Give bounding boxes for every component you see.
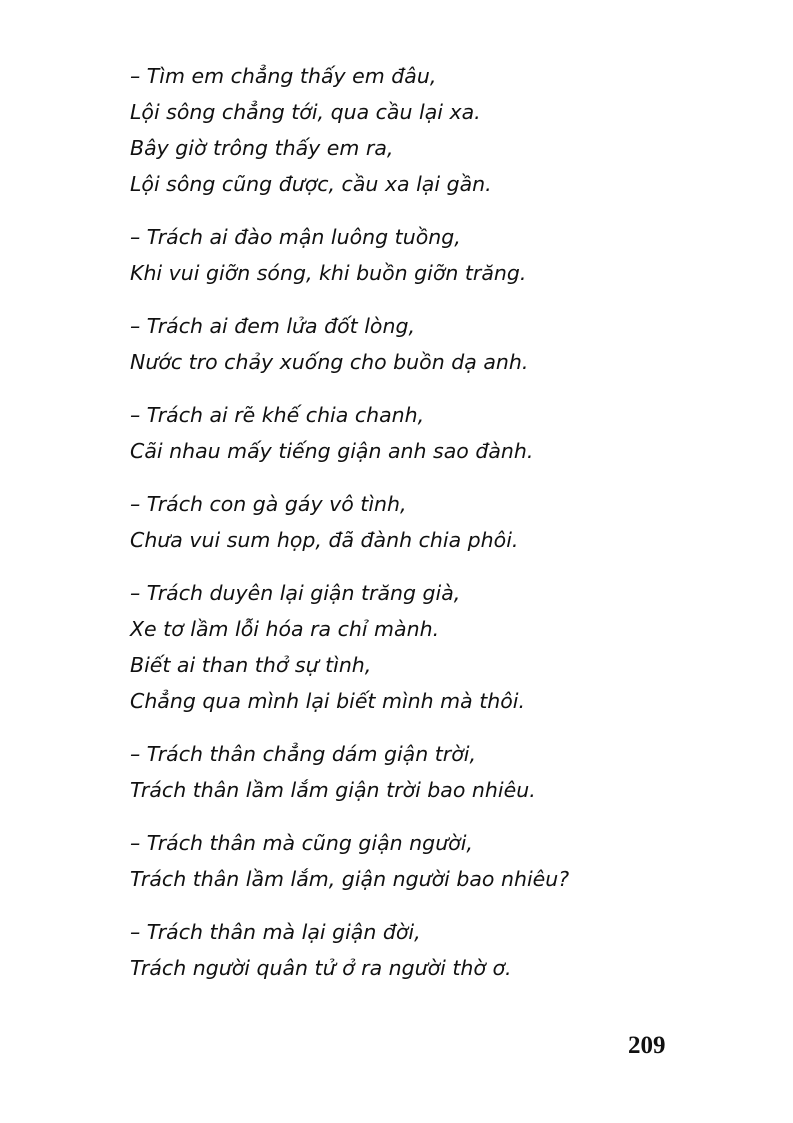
poem-line: – Trách duyên lại giận trăng già, bbox=[130, 581, 461, 605]
poem-line: Bây giờ trông thấy em ra, bbox=[130, 136, 394, 160]
poem-line: Trách thân lầm lắm, giận người bao nhiêu? bbox=[130, 867, 570, 891]
poem-line: – Trách con gà gáy vô tình, bbox=[130, 492, 407, 516]
poem-line: Trách người quân tử ở ra người thờ ơ. bbox=[130, 956, 512, 980]
poem-line: Chưa vui sum họp, đã đành chia phôi. bbox=[130, 528, 519, 552]
poem-line: Cãi nhau mấy tiếng giận anh sao đành. bbox=[130, 439, 534, 463]
stanza bbox=[130, 219, 730, 291]
poem-line: – Trách ai rẽ khế chia chanh, bbox=[130, 403, 425, 427]
poem-line: Biết ai than thở sự tình, bbox=[130, 653, 372, 677]
stanza bbox=[130, 58, 730, 202]
poem-body bbox=[130, 58, 730, 1003]
stanza bbox=[130, 914, 730, 986]
stanza bbox=[130, 575, 730, 719]
poem-line: Khi vui giỡn sóng, khi buồn giỡn trăng. bbox=[130, 261, 527, 285]
poem-line: – Trách ai đào mận luông tuồng, bbox=[130, 225, 461, 249]
poem-line: Chẳng qua mình lại biết mình mà thôi. bbox=[130, 689, 525, 713]
stanza bbox=[130, 486, 730, 558]
poem-line: – Trách ai đem lửa đốt lòng, bbox=[130, 314, 415, 338]
stanza bbox=[130, 308, 730, 380]
page-number: 209 bbox=[628, 1032, 666, 1059]
poem-line: Nước tro chảy xuống cho buồn dạ anh. bbox=[130, 350, 529, 374]
poem-line: – Trách thân chẳng dám giận trời, bbox=[130, 742, 476, 766]
poem-line: – Tìm em chẳng thấy em đâu, bbox=[130, 64, 437, 88]
stanza bbox=[130, 397, 730, 469]
poem-line: – Trách thân mà lại giận đời, bbox=[130, 920, 421, 944]
stanza bbox=[130, 736, 730, 808]
poem-line: Lội sông cũng được, cầu xa lại gần. bbox=[130, 172, 492, 196]
stanza bbox=[130, 825, 730, 897]
poem-line: Trách thân lầm lắm giận trời bao nhiêu. bbox=[130, 778, 536, 802]
poem-line: – Trách thân mà cũng giận người, bbox=[130, 831, 473, 855]
poem-line: Xe tơ lầm lỗi hóa ra chỉ mành. bbox=[130, 617, 440, 641]
poem-line: Lội sông chẳng tới, qua cầu lại xa. bbox=[130, 100, 481, 124]
